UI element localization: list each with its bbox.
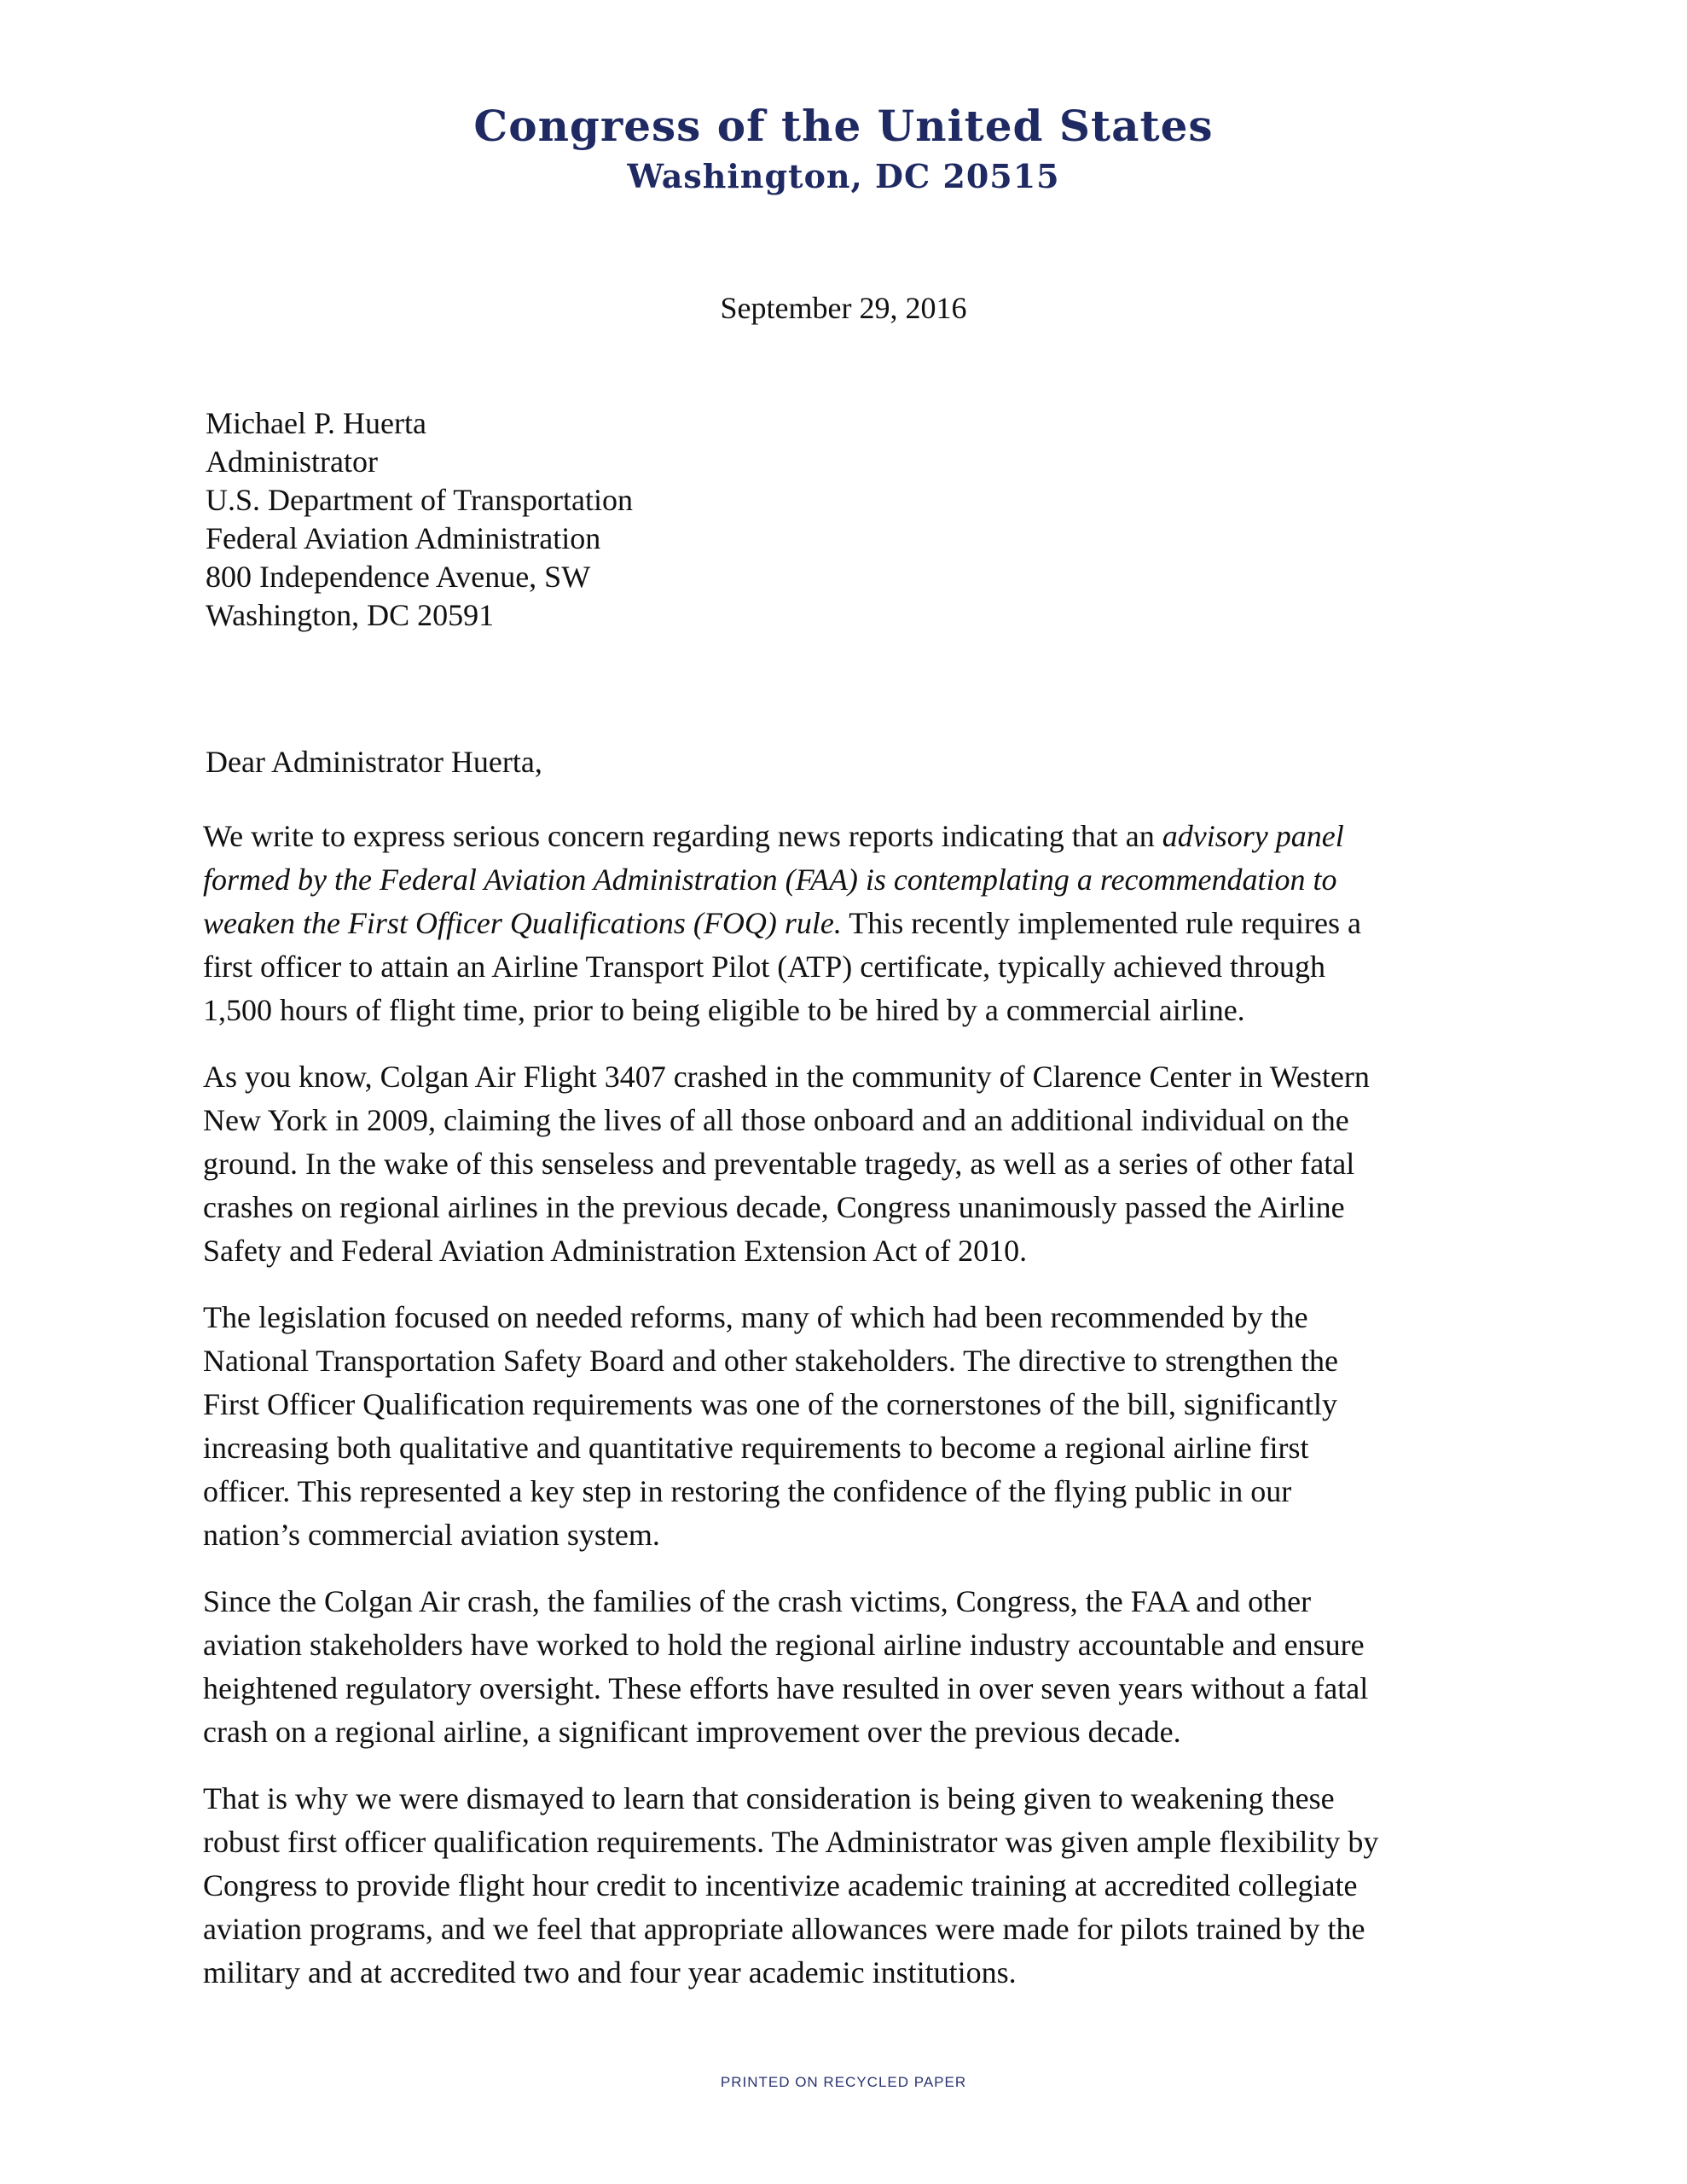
- letterhead: [0, 101, 1687, 198]
- line-text: crashes on regional airlines in the previous decade, Congress unanimously passed the Airline: [203, 1190, 1345, 1224]
- paragraph-line: [203, 1055, 1499, 1099]
- paragraph-line: [203, 1229, 1499, 1273]
- line-text: National Transportation Safety Board and other stakeholders. The directive to strengthen the: [203, 1344, 1339, 1378]
- line-text: First Officer Qualification requirements was one of the cornerstones of the bill, significantly: [203, 1387, 1337, 1421]
- paragraph-line: [203, 815, 1499, 858]
- paragraph-line: [203, 1951, 1499, 1995]
- paragraph-line: [203, 1142, 1499, 1186]
- paragraph-line: [203, 1186, 1499, 1229]
- line-text: first officer to attain an Airline Transport Pilot (ATP) certificate, typically achieved through: [203, 950, 1326, 984]
- line-text: nation’s commercial aviation system.: [203, 1518, 660, 1552]
- paragraph-line: [203, 1296, 1499, 1339]
- emphasized-text: advisory panel: [1162, 819, 1344, 853]
- line-text: New York in 2009, claiming the lives of all those onboard and an additional individual on the: [203, 1103, 1349, 1137]
- paragraph-line: [203, 945, 1499, 989]
- paragraph-line: [203, 1711, 1499, 1754]
- paragraph-line: [203, 1821, 1499, 1864]
- salutation: Dear Administrator Huerta,: [206, 745, 542, 779]
- line-text: We write to express serious concern regarding news reports indicating that an: [203, 819, 1162, 853]
- footer-recycled-paper: PRINTED ON RECYCLED PAPER: [720, 2074, 967, 2090]
- line-text: aviation programs, and we feel that appropriate allowances were made for pilots trained by the: [203, 1912, 1365, 1946]
- recipient-title: Administrator: [206, 444, 378, 479]
- paragraph-line: [203, 902, 1499, 945]
- paragraph-line: [203, 1580, 1499, 1623]
- paragraph-line: [203, 1513, 1499, 1557]
- emphasized-text: formed by the Federal Aviation Administration (FAA) is contemplating a recommendation to: [203, 863, 1337, 897]
- line-text: increasing both qualitative and quantitative requirements to become a regional airline first: [203, 1431, 1309, 1465]
- recipient-city: Washington, DC 20591: [206, 598, 495, 632]
- paragraph-line: [203, 1383, 1499, 1426]
- recipient-agency: Federal Aviation Administration: [206, 521, 601, 555]
- paragraph-line: [203, 1908, 1499, 1951]
- emphasized-text: weaken the First Officer Qualifications (FOQ) rule.: [203, 906, 842, 940]
- paragraph-line: [203, 1623, 1499, 1667]
- recipient-address: [206, 404, 633, 635]
- body-paragraph: [203, 1296, 1499, 1557]
- line-text: heightened regulatory oversight. These efforts have resulted in over seven years without a fatal: [203, 1671, 1369, 1705]
- line-text: aviation stakeholders have worked to hold the regional airline industry accountable and ensure: [203, 1628, 1365, 1662]
- line-text: 1,500 hours of flight time, prior to being eligible to be hired by a commercial airline.: [203, 993, 1245, 1027]
- line-text: military and at accredited two and four year academic institutions.: [203, 1955, 1017, 1989]
- letterhead-subtitle: Washington, DC 20515: [627, 157, 1060, 195]
- line-text: Since the Colgan Air crash, the families of the crash victims, Congress, the FAA and other: [203, 1584, 1312, 1618]
- body-paragraph: [203, 1580, 1499, 1754]
- line-text: This recently implemented rule requires a: [841, 906, 1361, 940]
- body-paragraph: [203, 1777, 1499, 1995]
- paragraph-line: [203, 1667, 1499, 1711]
- paragraph-line: [203, 989, 1499, 1032]
- line-text: robust first officer qualification requirements. The Administrator was given ample flexibility by: [203, 1825, 1379, 1859]
- line-text: crash on a regional airline, a significant improvement over the previous decade.: [203, 1715, 1181, 1749]
- letter-body: [203, 815, 1499, 2018]
- recipient-department: U.S. Department of Transportation: [206, 483, 633, 517]
- letter-date: September 29, 2016: [720, 291, 967, 325]
- paragraph-line: [203, 1099, 1499, 1142]
- recipient-name: Michael P. Huerta: [206, 406, 426, 440]
- body-paragraph: [203, 815, 1499, 1032]
- body-paragraph: [203, 1055, 1499, 1273]
- letterhead-title: Congress of the United States: [473, 101, 1214, 151]
- paragraph-line: [203, 1864, 1499, 1908]
- paragraph-line: [203, 1426, 1499, 1470]
- line-text: officer. This represented a key step in restoring the confidence of the flying public in our: [203, 1474, 1292, 1508]
- line-text: The legislation focused on needed reforms, many of which had been recommended by the: [203, 1300, 1308, 1334]
- line-text: ground. In the wake of this senseless and preventable tragedy, as well as a series of other fatal: [203, 1147, 1355, 1181]
- line-text: Safety and Federal Aviation Administration Extension Act of 2010.: [203, 1234, 1028, 1268]
- line-text: That is why we were dismayed to learn that consideration is being given to weakening these: [203, 1781, 1335, 1815]
- line-text: Congress to provide flight hour credit to incentivize academic training at accredited collegiate: [203, 1868, 1358, 1902]
- recipient-street: 800 Independence Avenue, SW: [206, 560, 591, 594]
- paragraph-line: [203, 1339, 1499, 1383]
- paragraph-line: [203, 1470, 1499, 1513]
- paragraph-line: [203, 858, 1499, 902]
- line-text: As you know, Colgan Air Flight 3407 crashed in the community of Clarence Center in Western: [203, 1060, 1370, 1094]
- paragraph-line: [203, 1777, 1499, 1821]
